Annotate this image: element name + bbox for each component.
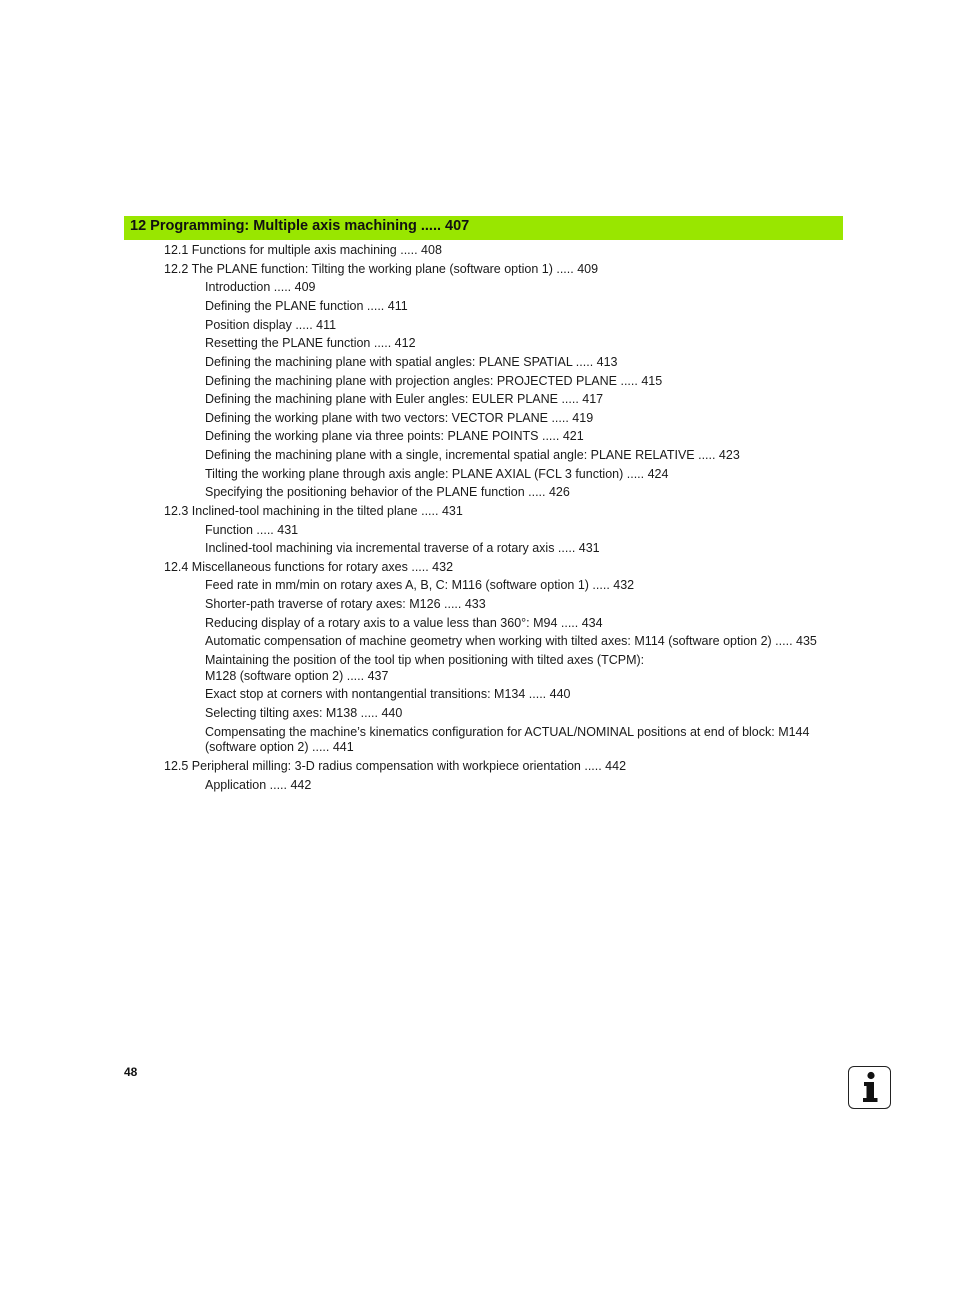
toc-entry[interactable]: Introduction ..... 409 [205, 280, 316, 294]
toc-entry[interactable]: Defining the machining plane with a single, incremental spatial angle: PLANE RELATIVE ..... 423 [205, 448, 740, 462]
toc-entry-continuation[interactable]: (software option 2) ..... 441 [205, 740, 354, 754]
toc-entry[interactable]: 12.4 Miscellaneous functions for rotary axes ..... 432 [164, 560, 454, 574]
chapter-heading-bar [124, 216, 843, 240]
toc-entry[interactable]: 12.2 The PLANE function: Tilting the working plane (software option 1) ..... 409 [164, 262, 599, 276]
toc-entry[interactable]: 12.3 Inclined-tool machining in the tilted plane ..... 431 [164, 504, 463, 518]
toc-entry[interactable]: Defining the PLANE function ..... 411 [205, 299, 408, 313]
toc-entry[interactable]: Position display ..... 411 [205, 318, 337, 332]
toc-entry[interactable]: Maintaining the position of the tool tip when positioning with tilted axes (TCPM): [205, 653, 645, 667]
toc-entry[interactable]: Defining the machining plane with spatial angles: PLANE SPATIAL ..... 413 [205, 355, 618, 369]
toc-entry[interactable]: 12.1 Functions for multiple axis machining ..... 408 [164, 243, 442, 257]
toc-entry[interactable]: Selecting tilting axes: M138 ..... 440 [205, 706, 403, 720]
chapter-title[interactable]: 12 Programming: Multiple axis machining ..... 407 [130, 218, 470, 234]
toc-entry[interactable]: Defining the machining plane with Euler angles: EULER PLANE ..... 417 [205, 392, 604, 406]
info-icon-glyph [849, 1067, 889, 1107]
toc-entry[interactable]: Compensating the machine’s kinematics configuration for ACTUAL/NOMINAL positions at end of block: M144 [205, 725, 810, 739]
toc-entry-continuation[interactable]: M128 (software option 2) ..... 437 [205, 669, 389, 683]
toc-entry[interactable]: Defining the machining plane with projection angles: PROJECTED PLANE ..... 415 [205, 374, 663, 388]
toc-entry[interactable]: Shorter-path traverse of rotary axes: M126 ..... 433 [205, 597, 486, 611]
toc-entry[interactable]: Reducing display of a rotary axis to a value less than 360°: M94 ..... 434 [205, 616, 603, 630]
toc-entry[interactable]: Inclined-tool machining via incremental traverse of a rotary axis ..... 431 [205, 541, 600, 555]
page-number: 48 [124, 1065, 138, 1079]
toc-entry[interactable]: Defining the working plane via three points: PLANE POINTS ..... 421 [205, 429, 584, 443]
toc-entry[interactable]: Function ..... 431 [205, 523, 299, 537]
toc-entry[interactable]: Tilting the working plane through axis angle: PLANE AXIAL (FCL 3 function) ..... 424 [205, 467, 669, 481]
toc-entry[interactable]: 12.5 Peripheral milling: 3-D radius compensation with workpiece orientation ..... 442 [164, 759, 627, 773]
toc-entry[interactable]: Feed rate in mm/min on rotary axes A, B, C: M116 (software option 1) ..... 432 [205, 578, 635, 592]
toc-entry[interactable]: Application ..... 442 [205, 778, 312, 792]
toc-entry[interactable]: Resetting the PLANE function ..... 412 [205, 336, 416, 350]
info-icon [848, 1066, 891, 1109]
toc-entry[interactable]: Defining the working plane with two vectors: VECTOR PLANE ..... 419 [205, 411, 594, 425]
toc-entry[interactable]: Automatic compensation of machine geometry when working with tilted axes: M114 (software option 2) ..... 435 [205, 634, 817, 648]
toc-entry[interactable]: Specifying the positioning behavior of the PLANE function ..... 426 [205, 485, 570, 499]
toc-entry[interactable]: Exact stop at corners with nontangential transitions: M134 ..... 440 [205, 687, 571, 701]
